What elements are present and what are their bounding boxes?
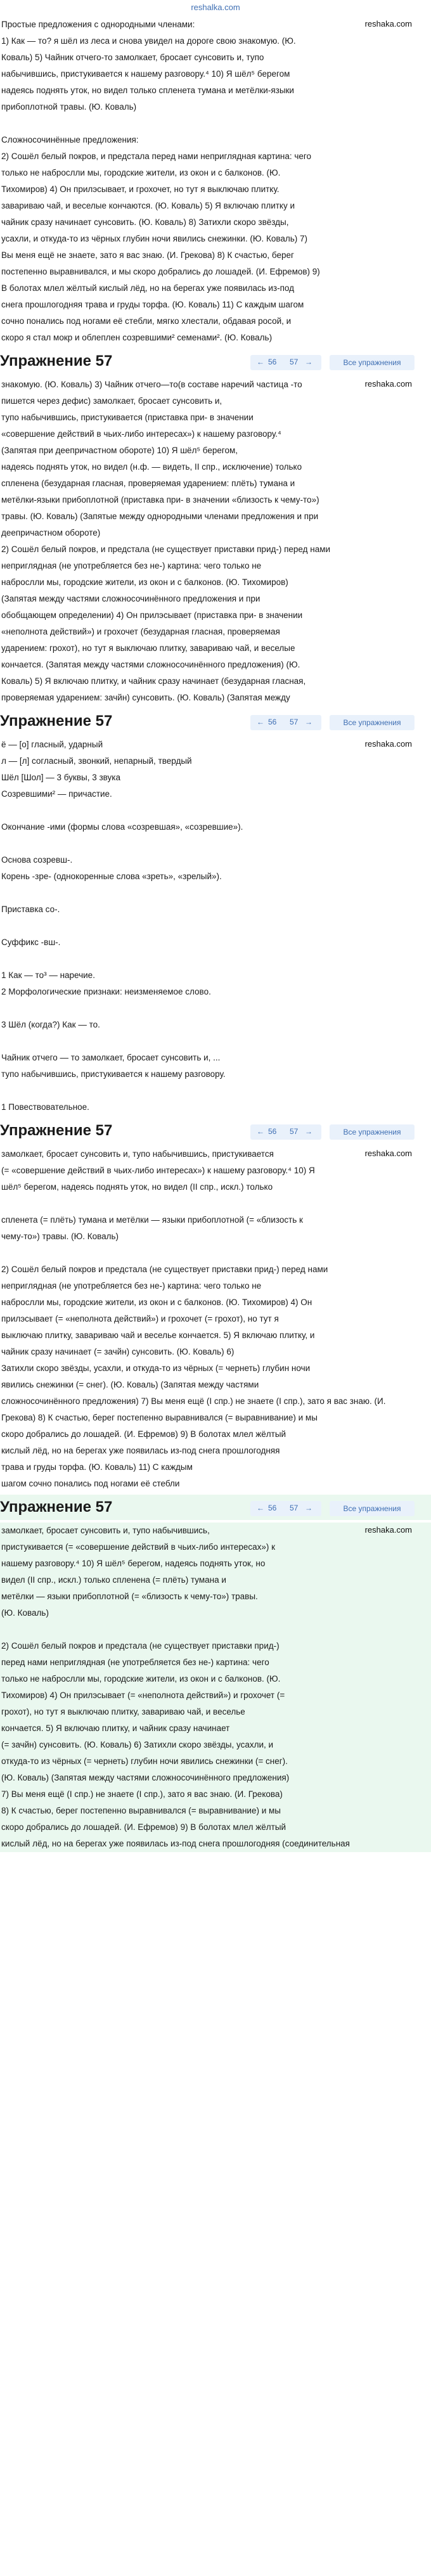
text-line: трава и груды торфа. (Ю. Коваль) 11) С каждым: [1, 1462, 193, 1472]
text-line: [1, 1000, 427, 1017]
text-line: [1, 951, 427, 967]
text-line: чайник сразу начинает (= зачйн) сунсовить. (Ю. Коваль) 6): [1, 1347, 235, 1356]
text-line: метёлки — языки прибоплотной (= «близость к чему-то») травы.: [1, 1592, 258, 1601]
text-line: неприглядная (не употребляется без не-) картина: чего только не: [1, 1281, 262, 1291]
text-line: чайник сразу начинает сунсовить. (Ю. Коваль) 8) Затихли скоро звёзды,: [1, 217, 289, 227]
text-line: только не наброслли мы, городские жители, из окон и с балконов. (Ю.: [1, 1674, 281, 1684]
next-arrow-icon[interactable]: →: [305, 1127, 312, 1136]
prev-page[interactable]: 56: [268, 1127, 277, 1136]
text-line: Основа созревш-.: [1, 855, 73, 865]
text-line: 8) К счастью, берег постепенно выравнивался (= выравнивание) и мы: [1, 1806, 281, 1815]
text-line: спленена (безударная гласная, проверяемая ударением: плёть) тумана и: [1, 479, 295, 488]
text-line: замолкает, бросает сунсовить и, тупо набычившись, пристукивается: [1, 1149, 274, 1159]
watermark: reshaka.com: [364, 379, 412, 389]
text-line: прибоплотной травы. (Ю. Коваль): [1, 102, 137, 112]
text-line: [1, 885, 427, 901]
text-line: Суффикс -вш-.: [1, 937, 61, 947]
exercise-nav-3: [0, 1118, 431, 1143]
text-line: кончается. (Запятая между частями сложносочинённого предложения) (Ю.: [1, 660, 300, 669]
text-line: Тихомиров) 4) Он прилэсывает (= «неполнота действий») и грохочет (=: [1, 1690, 285, 1700]
pager[interactable]: [250, 1124, 321, 1140]
text-line: Чайник отчего — то замолкает, бросает сунсовить и, ...: [1, 1053, 221, 1062]
text-line: 1 Повествовательное.: [1, 1102, 89, 1112]
text-line: Окончание -ими (формы слова «созревшая», «созревшие»).: [1, 822, 243, 832]
text-line: деепричастном обороте): [1, 528, 101, 538]
text-line: Вы меня ещё не знаете, зато я вас знаю. (И. Грекова) 8) К счастью, берег: [1, 250, 294, 260]
text-line: неприглядная (не употребляется без не-) картина: чего только не: [1, 561, 262, 570]
text-line: Коваль) 5) Я включаю плитку, и чайник сразу начинает (безударная гласная,: [1, 676, 306, 686]
current-page: 57: [290, 1127, 299, 1136]
text-line: ударением: грохот), но тут я выключаю плитку, завариваю чай, и веселые: [1, 643, 295, 653]
text-line: кислый лёд, но на берегах уже появилась из-под снега прошлогодняя: [1, 1446, 280, 1455]
text-line: 1 Как — то³ — наречие.: [1, 970, 95, 980]
text-line: Сложносочинённые предложения:: [1, 135, 139, 145]
text-line: Созревшими² — причастие.: [1, 789, 112, 799]
text-line: 2) Сошёл белый покров, и предстала (не существует приставки прид-) перед нами: [1, 544, 331, 554]
watermark: reshaka.com: [364, 739, 412, 749]
text-line: Шёл [Шол] — 3 буквы, 3 звука: [1, 773, 120, 782]
text-line: сложносочинённого предложения) 7) Вы меня ещё (I спр.) не знаете (I спр.), зато я вас знаю. (И.: [1, 1396, 386, 1406]
text-line: (Ю. Коваль): [1, 1608, 49, 1618]
text-line: 7) Вы меня ещё (I спр.) не знаете (I спр.), зато я вас знаю. (И. Грекова): [1, 1789, 283, 1799]
text-line: сочно понались под ногами её стебли, мягко хлестали, обдавая росой, и: [1, 316, 292, 326]
exercise-title: Упражнение 57: [0, 1122, 113, 1139]
prev-arrow-icon[interactable]: ←: [257, 357, 264, 366]
text-line: только не наброслли мы, городские жители, из окон и с балконов. (Ю.: [1, 168, 281, 177]
text-line: шагом сочно понались под ногами её стебли: [1, 1479, 180, 1488]
text-line: (= зачйн) сунсовить. (Ю. Коваль) 6) Затихли скоро звёзды, усахли, и: [1, 1740, 274, 1749]
watermark: reshaka.com: [364, 1149, 412, 1158]
watermark: reshaka.com: [364, 19, 412, 29]
text-line: нашему разговору.⁴ 10) Я шёл⁵ берегом, надеясь поднять уток, но: [1, 1559, 266, 1568]
text-line: ё — [о] гласный, ударный: [1, 740, 103, 749]
exercise-nav-1: [0, 349, 431, 374]
current-page: 57: [290, 1504, 299, 1512]
text-line: Корень -зре- (однокоренные слова «зреть», «зрелый»).: [1, 872, 222, 881]
current-page: 57: [290, 718, 299, 726]
pager[interactable]: [250, 1501, 321, 1516]
text-line: Тихомиров) 4) Он прилэсывает, и грохочет, но тут я выключаю плитку.: [1, 184, 280, 194]
prev-arrow-icon[interactable]: ←: [257, 1127, 264, 1136]
text-line: видел (II спр., искл.) только спленена (= плёть) тумана и: [1, 1575, 226, 1585]
text-line: грохот), но тут я выключаю плитку, завариваю чай, и веселье: [1, 1707, 245, 1716]
text-line: кончается. 5) Я включаю плитку, и чайник сразу начинает: [1, 1723, 230, 1733]
prev-page[interactable]: 56: [268, 357, 277, 366]
pager[interactable]: [250, 355, 321, 370]
text-line: [1, 1195, 427, 1212]
text-line: [1, 835, 427, 852]
text-line: «совершение действий в чьих-либо интересах») к нашему разговору.⁴: [1, 429, 281, 439]
exercise-title: Упражнение 57: [0, 352, 113, 370]
exercise-title: Упражнение 57: [0, 712, 113, 730]
text-line: 1) Как — то? я шёл из леса и снова увидел на дороге свою знакомую. (Ю.: [1, 36, 296, 46]
text-line: Приставка со-.: [1, 905, 60, 914]
section-4: [0, 1146, 431, 1492]
text-line: прилэсывает (= «неполнота действий») и грохочет (= грохот), но тут я: [1, 1314, 279, 1323]
text-line: шёл⁵ берегом, надеясь поднять уток, но видел (II спр., искл.) только: [1, 1182, 273, 1192]
exercise-nav-2: [0, 709, 431, 734]
all-exercises-button[interactable]: Все упражнения: [330, 1124, 415, 1140]
text-line: надеясь поднять уток, но видел (н.ф. — видеть, II спр., исключение) только: [1, 462, 302, 472]
text-line: снега прошлогодняя трава и груды торфа. (Ю. Коваль) 11) С каждым шагом: [1, 300, 304, 309]
text-line: наброслли мы, городские жители, из окон и с балконов. (Ю. Тихомиров) 4) Он: [1, 1298, 312, 1307]
text-line: перед нами неприглядная (не употребляется без не-) картина: чего: [1, 1658, 269, 1667]
text-line: откуда-то из чёрных (= чернеть) глубин ночи явились снежинки (= снег).: [1, 1756, 288, 1766]
prev-arrow-icon[interactable]: ←: [257, 1504, 264, 1512]
text-line: л — [л] согласный, звонкий, непарный, твердый: [1, 756, 192, 766]
text-line: [1, 802, 427, 819]
prev-page[interactable]: 56: [268, 1504, 277, 1512]
section-3: [0, 737, 431, 1116]
section-1: [0, 16, 431, 346]
all-exercises-button[interactable]: Все упражнения: [330, 355, 415, 370]
text-line: 2 Морфологические признаки: неизменяемое слово.: [1, 987, 211, 996]
text-line: [1, 918, 427, 934]
text-line: 2) Сошёл белый покров и предстала (не существует приставки прид-) перед нами: [1, 1265, 328, 1274]
text-line: явились снежинки (= снег). (Ю. Коваль) (Запятая между частями: [1, 1380, 259, 1389]
section-2: [0, 377, 431, 706]
text-line: травы. (Ю. Коваль) (Запятые между однородными членами предложения и при: [1, 512, 319, 521]
watermark: reshaka.com: [364, 1525, 412, 1535]
prev-page[interactable]: 56: [268, 718, 277, 726]
text-line: тупо набычившись, пристукивается к нашему разговору.: [1, 1069, 226, 1079]
text-line: усахли, и откуда-то из чёрных глубин ночи явились снежинки. (Ю. Коваль) 7): [1, 234, 308, 243]
section-5: [0, 1523, 431, 1852]
text-line: скоро добрались до лошадей. (И. Ефремов) 9) В болотах млел жёлтый: [1, 1822, 286, 1832]
text-line: [1, 1245, 427, 1261]
text-line: знакомую. (Ю. Коваль) 3) Чайник отчего—то(в составе наречий частица -то: [1, 380, 302, 389]
text-line: пишется через дефис) замолкает, бросает сунсовить и,: [1, 396, 222, 406]
text-line: завариваю чай, и веселые кончаются. (Ю. Коваль) 5) Я включаю плитку и: [1, 201, 295, 210]
all-exercises-button[interactable]: Все упражнения: [330, 715, 415, 730]
text-line: «неполнота действий») и грохочет (безударная гласная, проверяемая: [1, 627, 280, 636]
text-line: Затихли скоро звёзды, усахли, и откуда-то из чёрных (= чернеть) глубин ночи: [1, 1363, 311, 1373]
text-line: (= «совершение действий в чьих-либо интересах») к нашему разговору.⁴ 10) Я: [1, 1166, 315, 1175]
text-line: метёлки-языки прибоплотной (приставка при- в значении «близость к чему-то»): [1, 495, 319, 505]
text-line: пристукивается (= «совершение действий в чьих-либо интересах») к: [1, 1542, 276, 1552]
next-arrow-icon[interactable]: →: [305, 718, 312, 726]
next-arrow-icon[interactable]: →: [305, 357, 312, 366]
text-line: (Ю. Коваль) (Запятая между частями сложносочинённого предложения): [1, 1773, 290, 1782]
next-arrow-icon[interactable]: →: [305, 1504, 312, 1512]
text-line: тупо набычившись, пристукивается (приставка при- в значении: [1, 413, 254, 422]
text-line: скоро я стал мокр и облеплен созревшими² семенами². (Ю. Коваль): [1, 333, 273, 342]
text-line: спленета (= плёть) тумана и метёлки — языки прибоплотной (= «близость к: [1, 1215, 303, 1225]
text-line: [1, 1083, 427, 1099]
text-line: [1, 115, 427, 132]
text-line: В болотах млел жёлтый кислый лёд, но на берегах уже появилась из-под: [1, 283, 294, 293]
prev-arrow-icon[interactable]: ←: [257, 718, 264, 726]
text-line: [1, 1033, 427, 1050]
text-line: Грекова) 8) К счастью, берег постепенно выравнивался (= выравнивание) и мы: [1, 1413, 318, 1422]
pager[interactable]: [250, 715, 321, 730]
site-header[interactable]: reshalka.com: [191, 3, 240, 12]
text-line: проверяемая ударением: зачйн) сунсовить. (Ю. Коваль) (Запятая между: [1, 693, 290, 702]
text-line: Простые предложения с однородными членами:: [1, 20, 195, 29]
text-line: (Запятая при деепричастном обороте) 10) Я шёл⁵ берегом,: [1, 446, 238, 455]
text-line: набычившись, пристукивается к нашему разговору.⁴ 10) Я шёл⁵ берегом: [1, 69, 290, 79]
text-line: чему-то») травы. (Ю. Коваль): [1, 1232, 119, 1241]
text-line: 3 Шёл (когда?) Как — то.: [1, 1020, 100, 1029]
text-line: скоро добрались до лошадей. (И. Ефремов) 9) В болотах млел жёлтый: [1, 1429, 286, 1439]
text-line: выключаю плитку, завариваю чай и веселье кончается. 5) Я включаю плитку, и: [1, 1330, 315, 1340]
text-line: [1, 1621, 427, 1638]
current-page: 57: [290, 357, 299, 366]
text-line: надеясь поднять уток, но видел только спленета тумана и метёлки-языки: [1, 86, 294, 95]
all-exercises-button[interactable]: Все упражнения: [330, 1501, 415, 1516]
text-line: наброслли мы, городские жители, из окон и с балконов. (Ю. Тихомиров): [1, 577, 288, 587]
text-line: (Запятая между частями сложносочинённого предложения и при: [1, 594, 261, 603]
text-line: 2) Сошёл белый покров и предстала (не существует приставки прид-): [1, 1641, 280, 1651]
text-line: замолкает, бросает сунсовить и, тупо набычившись,: [1, 1526, 210, 1535]
text-line: постепенно выравнивался, и мы скоро добрались до лошадей. (И. Ефремов) 9): [1, 267, 320, 276]
text-line: Коваль) 5) Чайник отчего-то замолкает, бросает сунсовить и, тупо: [1, 53, 264, 62]
text-line: 2) Сошёл белый покров, и предстала перед нами неприглядная картина: чего: [1, 151, 312, 161]
exercise-title: Упражнение 57: [0, 1498, 113, 1516]
exercise-nav-4: [0, 1495, 431, 1520]
text-line: обобщающем определении) 4) Он прилэсывает (приставка при- в значении: [1, 610, 303, 620]
text-line: кислый лёд, но на берегах уже появилась из-под снега прошлогодняя (соединительная: [1, 1839, 350, 1848]
